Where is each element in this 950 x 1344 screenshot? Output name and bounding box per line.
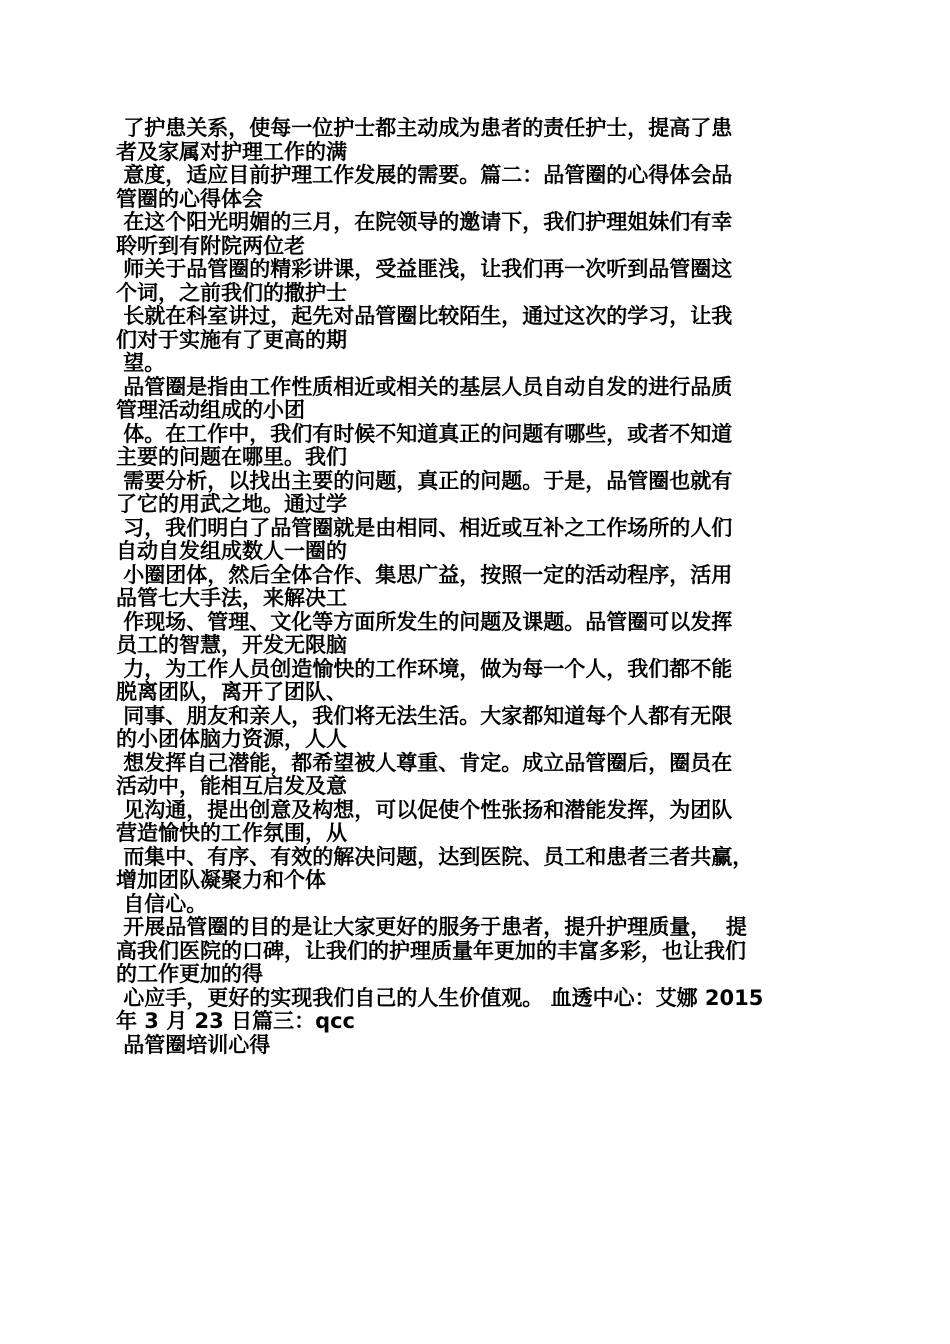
text-line: 增加团队凝聚力和个体: [116, 868, 326, 892]
text-line: 的工作更加的得: [116, 962, 263, 986]
text-line: 需要分析，以找出主要的问题，真正的问题。于是，品管圈也就有: [116, 468, 733, 493]
text-line: 体。在工作中，我们有时候不知道真正的问题有哪些，或者不知道: [116, 421, 733, 446]
text-line: 员工的智慧，开发无限脑: [116, 633, 347, 657]
text-line: 想发挥自己潜能，都希望被人尊重、肯定。成立品管圈后，圈员在: [116, 750, 733, 775]
text-line: 个词，之前我们的撒护士: [116, 280, 347, 305]
text-line: 高我们医院的口碑，让我们的护理质量年更加的丰富多彩，也让我们: [116, 938, 746, 963]
text-line: 品管圈是指由工作性质相近或相关的基层人员自动自发的进行品质: [116, 374, 733, 399]
text-line: 主要的问题在哪里。我们: [116, 445, 347, 469]
text-line: 者及家属对护理工作的满: [116, 139, 347, 164]
text-line: 营造愉快的工作氛围，从: [116, 821, 347, 845]
text-line: 品管圈培训心得: [116, 1032, 271, 1057]
text-line: 作现场、管理、文化等方面所发生的问题及课题。品管圈可以发挥: [116, 609, 733, 634]
text-line: 心应手，更好的实现我们自己的人生价值观。 血透中心：艾娜 2015: [116, 985, 764, 1010]
text-line: 聆听到有附院两位老: [116, 233, 305, 258]
text-line: 的小团体脑力资源，人人: [116, 727, 347, 751]
text-line: 见沟通，提出创意及构想，可以促使个性张扬和潜能发挥，为团队: [116, 797, 733, 822]
text-line: 长就在科室讲过，起先对品管圈比较陌生，通过这次的学习，让我: [116, 304, 733, 328]
text-line: 管圈的心得体会: [116, 186, 263, 211]
text-line: 同事、朋友和亲人，我们将无法生活。大家都知道每个人都有无限: [116, 703, 733, 728]
text-line: 望。: [116, 351, 166, 375]
text-line: 意度，适应目前护理工作发展的需要。篇二：品管圈的心得体会品: [116, 163, 733, 187]
text-line: 了护患关系，使每一位护士都主动成为患者的责任护士，提高了患: [116, 116, 733, 140]
text-line: 自动自发组成数人一圈的: [116, 539, 347, 563]
text-line: 活动中，能相互启发及意: [116, 774, 347, 798]
text-line: 在这个阳光明媚的三月，在院领导的邀请下，我们护理姐妹们有幸: [116, 210, 733, 234]
text-line: 脱离团队，离开了团队、: [116, 680, 347, 704]
document-page: [116, 117, 838, 1057]
text-line: 习，我们明白了品管圈就是由相同、相近或互补之工作场所的人们: [116, 515, 733, 540]
text-line: 年 3 月 23 日篇三：qcc: [116, 1009, 356, 1033]
text-line: 开展品管圈的目的是让大家更好的服务于患者，提升护理质量， 提: [116, 915, 747, 939]
text-line: 师关于品管圈的精彩讲课，受益匪浅，让我们再一次听到品管圈这: [116, 257, 733, 281]
text-line: 自信心。: [116, 891, 208, 916]
text-line: 管理活动组成的小团: [116, 398, 305, 422]
text-line: 而集中、有序、有效的解决问题，达到医院、员工和患者三者共赢，: [116, 844, 754, 869]
text-line: 们对于实施有了更高的期: [116, 327, 347, 352]
text-line: 力，为工作人员创造愉快的工作环境，做为每一个人，我们都不能: [116, 656, 733, 681]
text-line: 小圈团体，然后全体合作、集思广益，按照一定的活动程序，活用: [116, 562, 733, 587]
text-line: 了它的用武之地。通过学: [116, 492, 347, 516]
text-line: 品管七大手法，来解决工: [116, 586, 347, 610]
